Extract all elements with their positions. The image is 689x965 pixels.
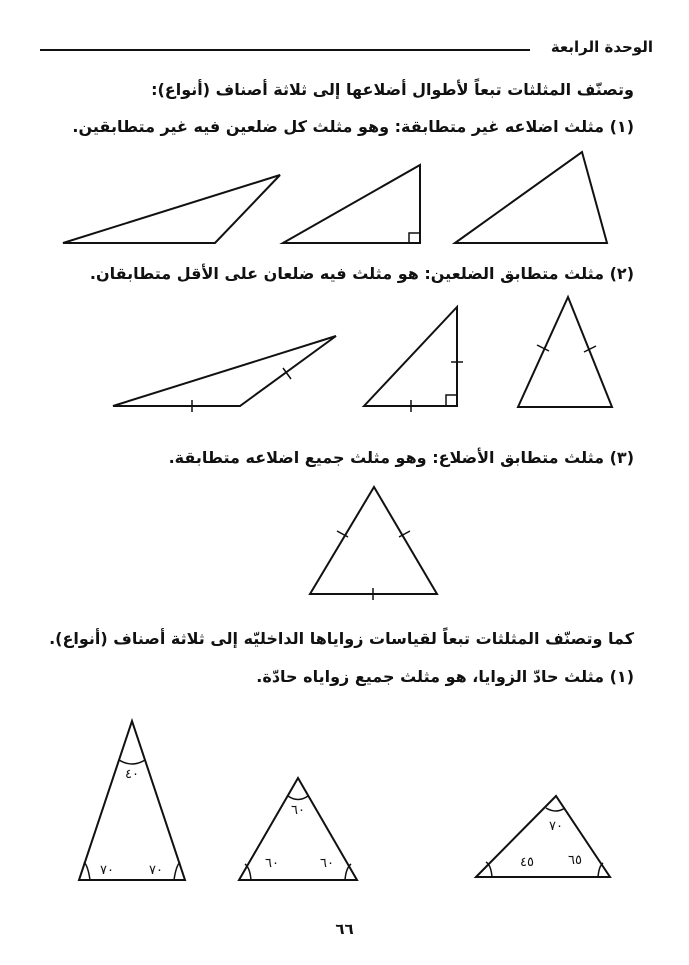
angle-label: ٤٥ — [520, 855, 534, 870]
scalene-obtuse-triangle — [63, 175, 280, 243]
scalene-right-triangle — [283, 165, 420, 243]
equilateral-definition: (٣) مثلث متطابق الأضلاع: وهو مثلث جميع اضلاعه متطابقة. — [168, 448, 634, 467]
angle-arc — [119, 760, 145, 764]
angle-label: ٦٠ — [291, 803, 305, 818]
isosceles-obtuse-triangle — [113, 336, 336, 406]
angle-arc — [288, 796, 308, 800]
scalene-definition: (١) مثلث اضلاعه غير متطابقة: وهو مثلث كل ضلعين فيه غير متطابقين. — [72, 117, 634, 136]
acute-triangle-middle — [239, 778, 357, 880]
angle-label: ٦٥ — [568, 853, 582, 868]
angle-label: ٦٠ — [320, 856, 334, 871]
scalene-acute-triangle — [455, 152, 607, 243]
acute-triangles-figure — [0, 715, 689, 895]
acute-triangle-right — [476, 796, 610, 877]
angle-arc — [486, 862, 492, 877]
isosceles-right-triangle — [364, 307, 457, 406]
equilateral-triangle — [310, 487, 437, 594]
scalene-triangles-figure — [0, 145, 689, 255]
acute-definition: (١) مثلث حادّ الزوايا، هو مثلث جميع زواياه حادّة. — [256, 667, 634, 686]
right-angle-mark — [409, 233, 420, 243]
equilateral-triangle-figure — [0, 480, 689, 605]
angle-label: ٤٠ — [125, 767, 139, 782]
page-number: ٦٦ — [335, 920, 354, 938]
angle-label: ٧٠ — [549, 819, 563, 834]
angle-arc — [546, 808, 565, 811]
isosceles-acute-triangle — [518, 297, 612, 407]
isosceles-triangles-figure — [0, 290, 689, 420]
intro-angles-text: كما وتصنّف المثلثات تبعاً لقياسات زواياها الداخليّه إلى ثلاثة أصناف (أنواع). — [49, 629, 634, 648]
intro-sides-text: وتصنّف المثلثات تبعاً لأطوال أضلاعها إلى ثلاثة أصناف (أنواع): — [151, 80, 634, 99]
right-angle-mark — [446, 395, 457, 406]
chapter-title: الوحدة الرابعة — [550, 38, 653, 56]
acute-triangle-left — [79, 721, 185, 880]
header-rule — [40, 49, 530, 51]
isosceles-definition: (٢) مثلث متطابق الضلعين: هو مثلث فيه ضلعان على الأقل متطابقان. — [89, 264, 634, 283]
angle-label: ٧٠ — [149, 863, 163, 878]
angle-label: ٧٠ — [100, 863, 114, 878]
angle-label: ٦٠ — [265, 856, 279, 871]
